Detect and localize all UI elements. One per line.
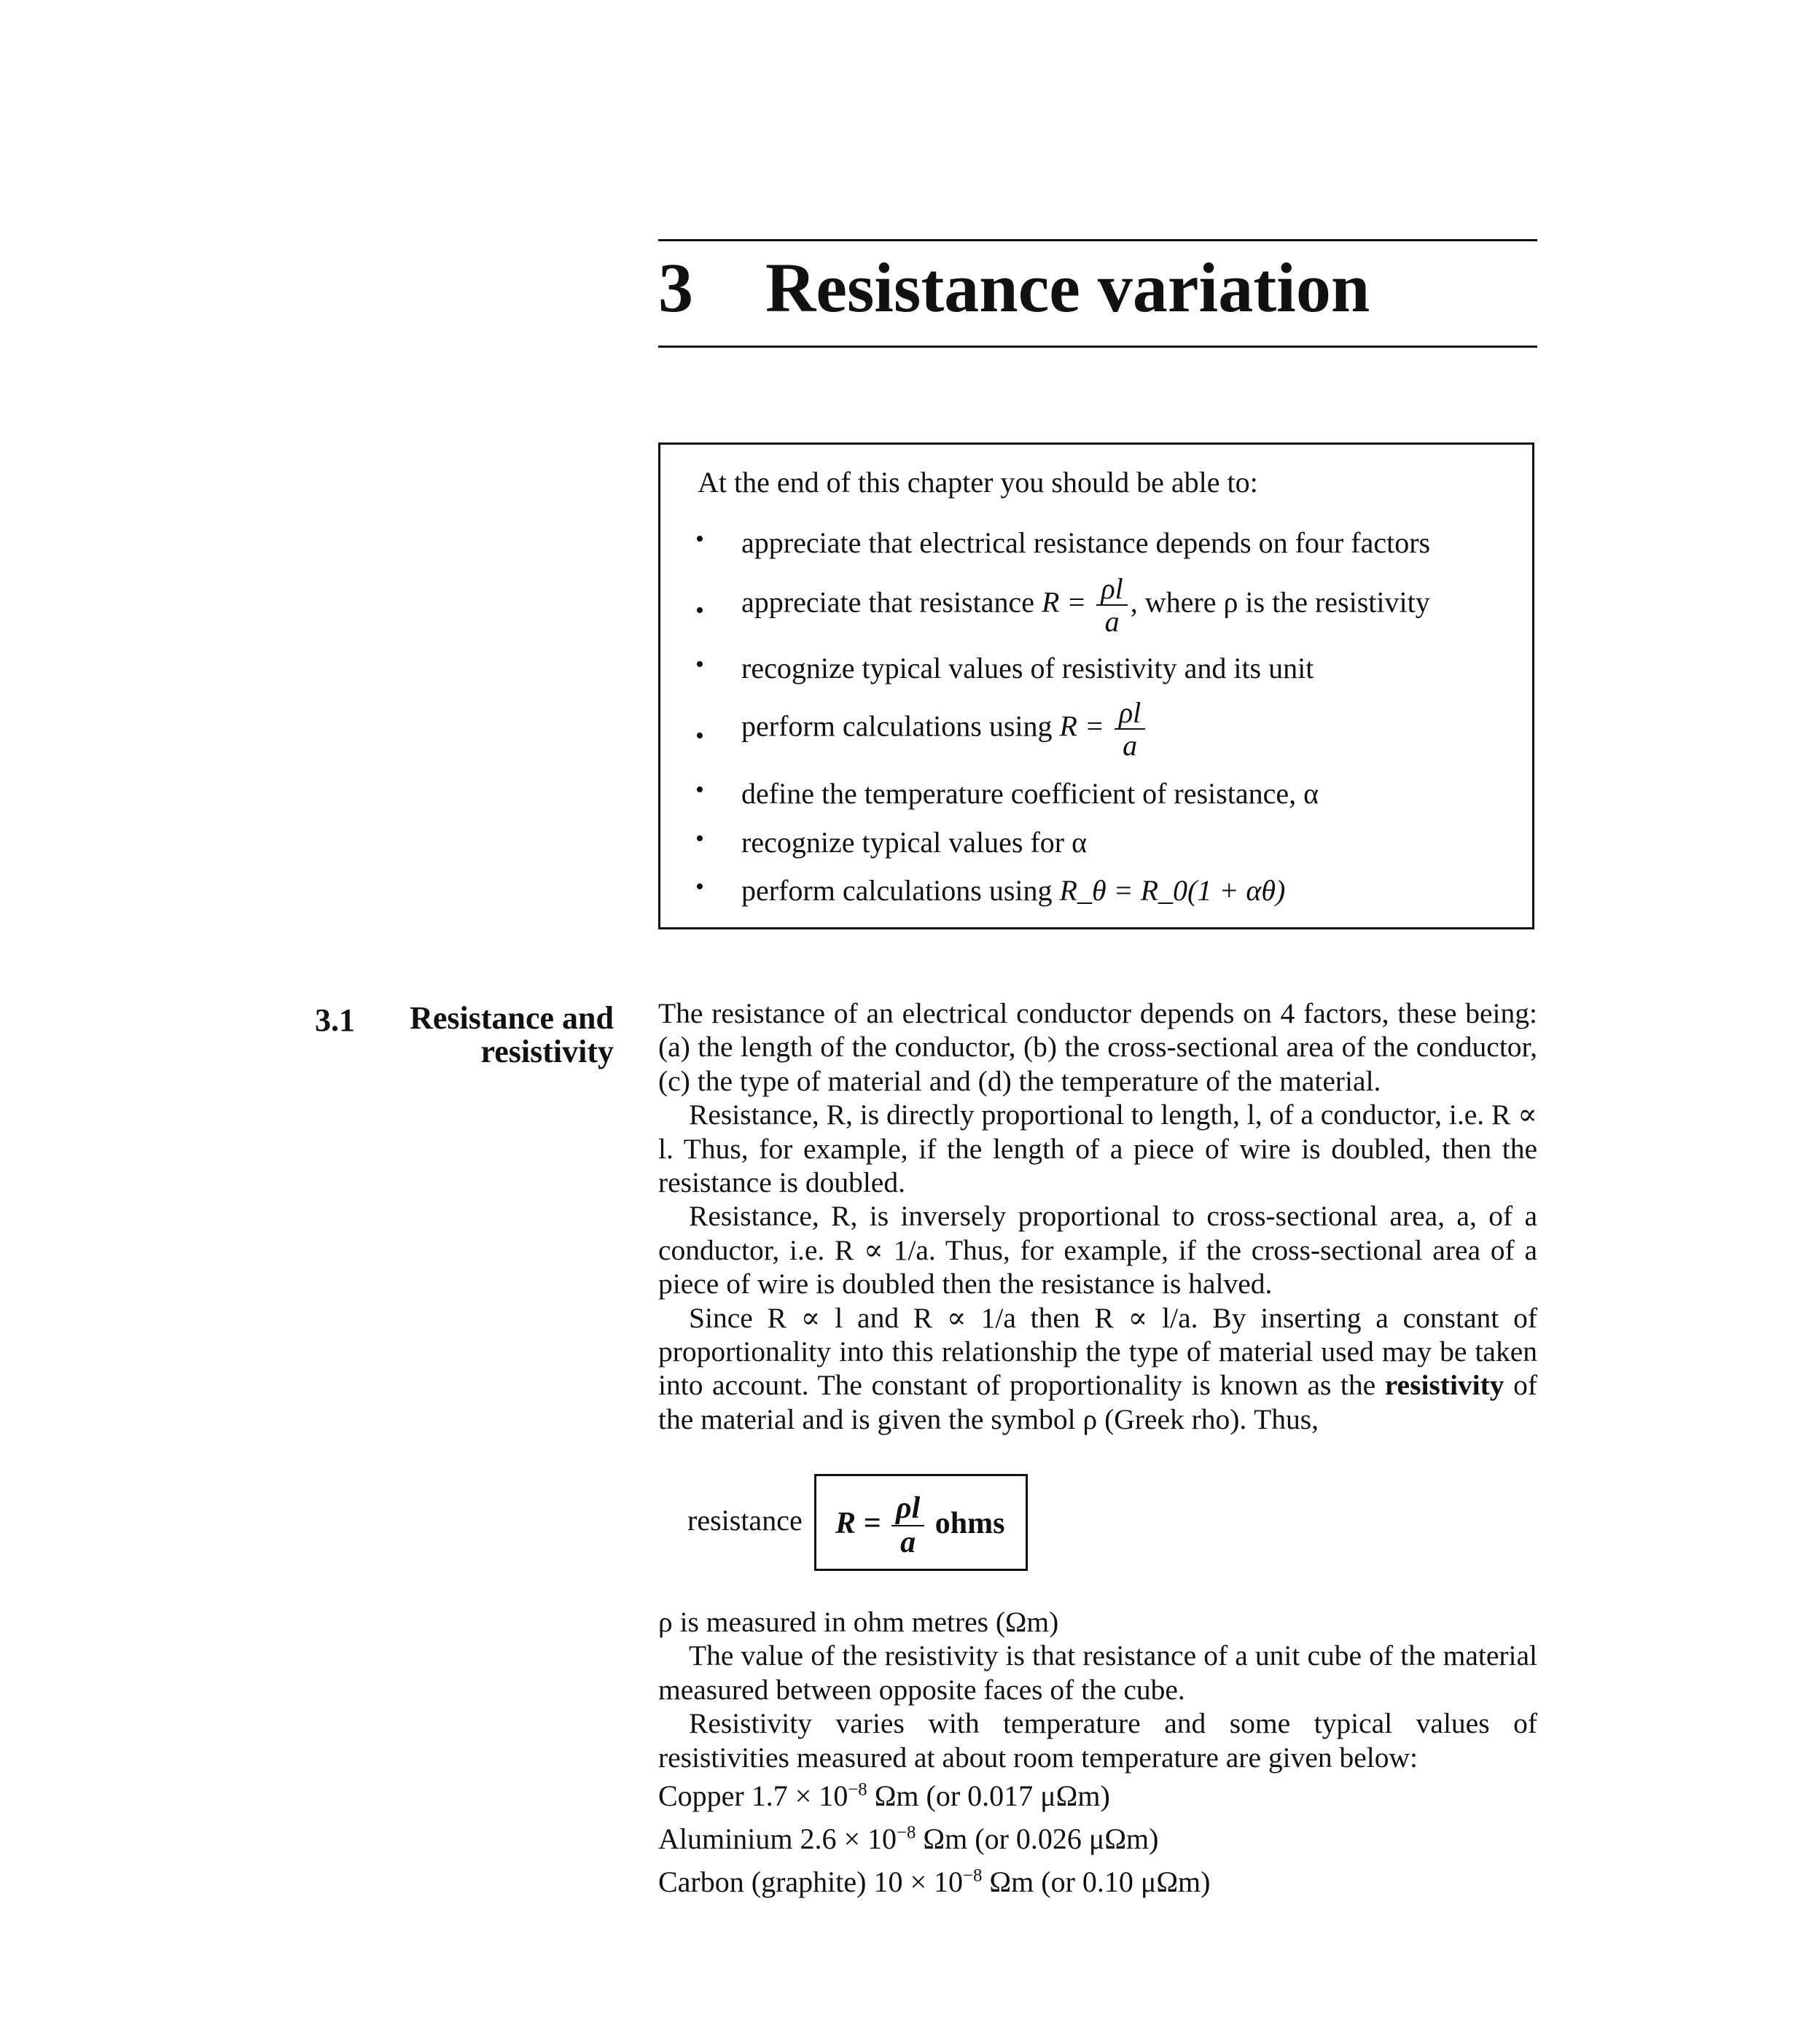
paragraph: Resistivity varies with temperature and some typical values of resistivities measured at about room temperature are given below: [658, 1707, 1537, 1774]
chapter-title: Resistance variation [765, 249, 1370, 327]
paragraph: The resistance of an electrical conductor depends on 4 factors, these being: (a) the length of the conductor, (b) the cross-sectional area of the conductor, (c) the type of material and (d) the temperature of the material. [658, 997, 1537, 1097]
paragraph-text: Since R ∝ l and R ∝ 1/a then R ∝ l/a. By inserting a constant of proportionality into this relationship the type of material used may be taken into account. The constant of proportionality is known as the [658, 1301, 1537, 1402]
fraction-numerator: ρl [1115, 697, 1145, 730]
section-title-line: Resistance and [410, 1000, 614, 1036]
objective-text: recognize typical values for α [741, 826, 1088, 859]
resistivity-text [658, 1605, 1537, 1774]
formula-fraction [891, 1492, 924, 1560]
objective-text-prefix: perform calculations using [741, 874, 1060, 907]
objective-text-prefix: perform calculations using [741, 709, 1060, 743]
resistivity-value-carbon [658, 1865, 1211, 1899]
exponent: −8 [848, 1779, 867, 1800]
section-body [658, 996, 1537, 1436]
section-title [379, 1002, 614, 1069]
resistance-formula [835, 1492, 1004, 1560]
paragraph: ρ is measured in ohm metres (Ωm) [658, 1606, 1059, 1638]
paragraph-text: of the material and is given the symbol ρ (Greek rho). Thus, [658, 1369, 1538, 1435]
unit-text: Ωm (or 0.017 μΩm) [867, 1779, 1110, 1812]
chapter-rule-bottom [658, 346, 1537, 348]
objectives-intro: At the end of this chapter you should be able to: [698, 466, 1258, 499]
chapter-number: 3 [658, 249, 693, 327]
resistivity-value-copper [658, 1779, 1110, 1813]
paragraph: Resistance, R, is directly proportional to length, l, of a conductor, i.e. R ∝ l. Thus, for example, if the length of a piece of wire is doubled, then the resistance is doubled. [658, 1099, 1537, 1199]
exponent: −8 [963, 1865, 983, 1886]
paragraph: Resistance, R, is inversely proportional to cross-sectional area, a, of a conductor, i.e. R ∝ 1/a. Thus, for example, if the cross-sectional area of a piece of wire is doubled then the resistance is halved. [658, 1200, 1537, 1300]
bullet: • [695, 651, 704, 678]
material-value: Carbon (graphite) 10 × 10 [658, 1865, 964, 1898]
fraction-rho-l-over-a [1115, 697, 1145, 761]
formula-unit: ohms [934, 1507, 1005, 1540]
resistivity-value-aluminium [658, 1822, 1159, 1856]
formula-denominator: a [900, 1526, 916, 1560]
learning-objectives-box [658, 442, 1534, 929]
unit-text: Ωm (or 0.026 μΩm) [916, 1822, 1159, 1855]
section-number: 3.1 [315, 1002, 355, 1038]
paragraph: The value of the resistivity is that resistance of a unit cube of the material measured between opposite faces of the cube. [658, 1639, 1537, 1706]
objective-text-prefix: appreciate that resistance [741, 585, 1042, 619]
fraction-numerator: ρl [1096, 573, 1127, 606]
objective-text-suffix: , where ρ is the resistivity [1130, 585, 1430, 619]
fraction-rho-l-over-a [1096, 573, 1127, 637]
bold-term-resistivity: resistivity [1384, 1369, 1504, 1402]
formula-numerator: ρl [891, 1492, 924, 1526]
unit-text: Ωm (or 0.10 μΩm) [982, 1865, 1211, 1898]
formula-r-equals: R = [835, 1507, 881, 1540]
material-value: Copper 1.7 × 10 [658, 1779, 848, 1812]
math-r-equals: R = [1059, 709, 1104, 743]
chapter-rule-top [658, 239, 1537, 241]
bullet: • [695, 526, 704, 553]
objective-text: recognize typical values of resistivity and its unit [741, 652, 1314, 684]
bullet: • [695, 776, 704, 803]
exponent: −8 [897, 1822, 916, 1843]
resistance-formula-box [814, 1474, 1028, 1571]
math-r-equals: R = [1042, 585, 1087, 619]
fraction-denominator: a [1123, 729, 1138, 762]
material-value: Aluminium 2.6 × 10 [658, 1822, 897, 1855]
bullet: • [695, 597, 704, 624]
objective-text [741, 573, 1430, 637]
bullet: • [695, 825, 704, 852]
paragraph [658, 1301, 1537, 1437]
objective-text: define the temperature coefficient of resistance, α [741, 777, 1319, 810]
formula-label: resistance [687, 1504, 803, 1537]
fraction-denominator: a [1104, 605, 1120, 639]
chapter-heading [658, 248, 1537, 328]
section-title-line: resistivity [480, 1034, 614, 1069]
objective-text [741, 697, 1148, 761]
temperature-formula: R_θ = R_0(1 + αθ) [1059, 874, 1286, 907]
objective-text: appreciate that electrical resistance depends on four factors [741, 526, 1431, 559]
objective-text [741, 873, 1285, 908]
bullet: • [695, 873, 704, 900]
bullet: • [695, 722, 704, 749]
